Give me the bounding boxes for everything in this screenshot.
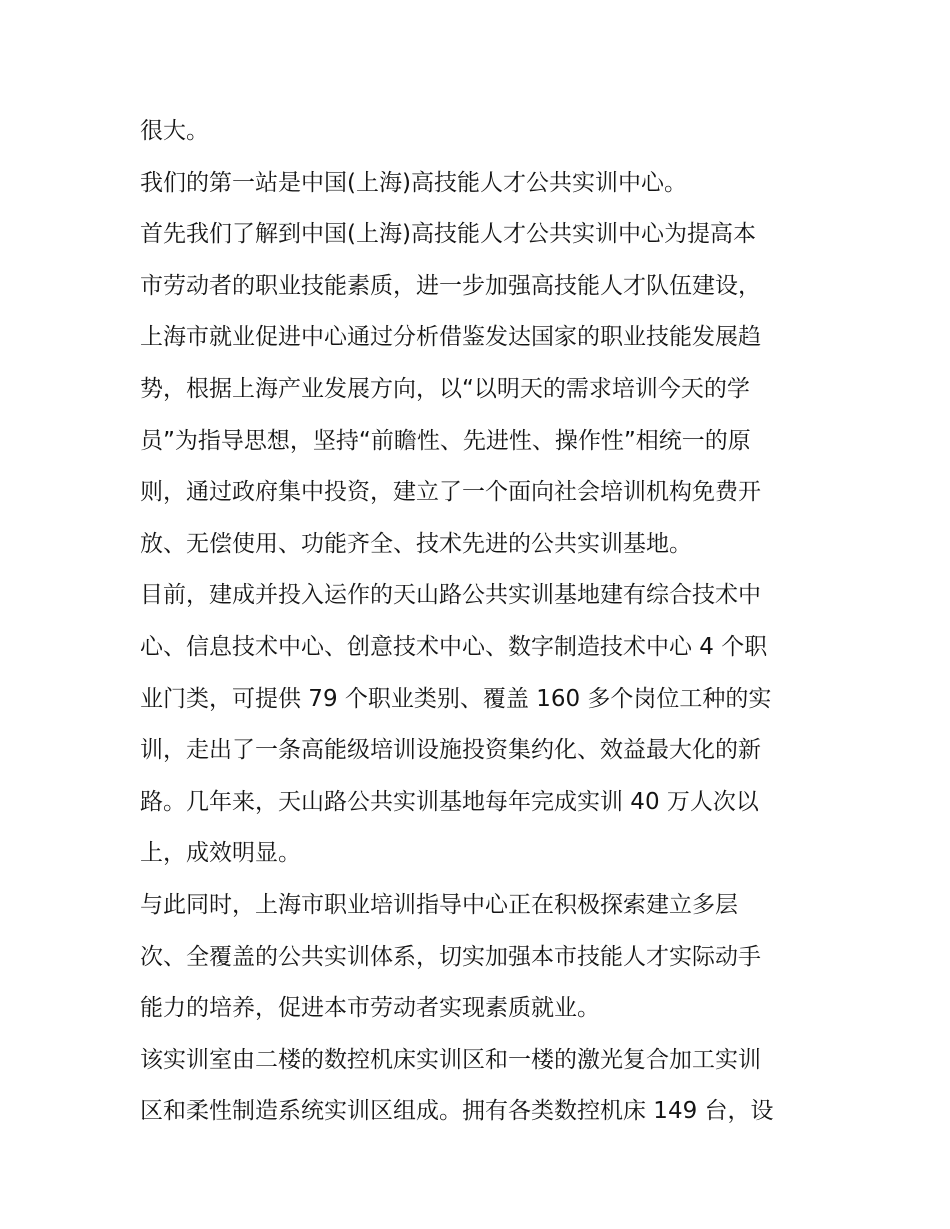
- text-line: 上，成效明显。: [140, 840, 301, 867]
- text-line: 很大。: [140, 118, 209, 144]
- document-body: [140, 106, 820, 1138]
- text-line: 业门类，可提供 79 个职业类别、覆盖 160 多个岗位工种的实: [140, 685, 772, 712]
- text-line: 训，走出了一条高能级培训设施投资集约化、效益最大化的新: [140, 737, 761, 764]
- text-line: 放、无偿使用、功能齐全、技术先进的公共实训基地。: [140, 530, 692, 557]
- text-line: 目前，建成并投入运作的天山路公共实训基地建有综合技术中: [140, 582, 761, 609]
- text-line: 市劳动者的职业技能素质，进一步加强高技能人才队伍建设，: [140, 272, 761, 299]
- text-line: 心、信息技术中心、创意技术中心、数字制造技术中心 4 个职: [140, 633, 768, 660]
- text-line: 次、全覆盖的公共实训体系，切实加强本市技能人才实际动手: [140, 943, 761, 970]
- text-line: 我们的第一站是中国(上海)高技能人才公共实训中心。: [140, 169, 687, 196]
- text-line: 首先我们了解到中国(上海)高技能人才公共实训中心为提高本: [140, 221, 756, 248]
- text-line: 与此同时，上海市职业培训指导中心正在积极探索建立多层: [140, 891, 738, 918]
- text-line: 该实训室由二楼的数控机床实训区和一楼的激光复合加工实训: [140, 1046, 761, 1073]
- text-line: 势，根据上海产业发展方向，以“以明天的需求培训今天的学: [140, 375, 750, 402]
- text-line: 能力的培养，促进本市劳动者实现素质就业。: [140, 995, 600, 1022]
- text-line: 区和柔性制造系统实训区组成。拥有各类数控机床 149 台，设: [140, 1098, 774, 1125]
- text-line: 上海市就业促进中心通过分析借鉴发达国家的职业技能发展趋: [140, 324, 761, 351]
- text-line: 员”为指导思想，坚持“前瞻性、先进性、操作性”相统一的原: [140, 427, 751, 454]
- text-line: 则，通过政府集中投资，建立了一个面向社会培训机构免费开: [140, 479, 761, 506]
- text-line: 路。几年来，天山路公共实训基地每年完成实训 40 万人次以: [140, 788, 759, 815]
